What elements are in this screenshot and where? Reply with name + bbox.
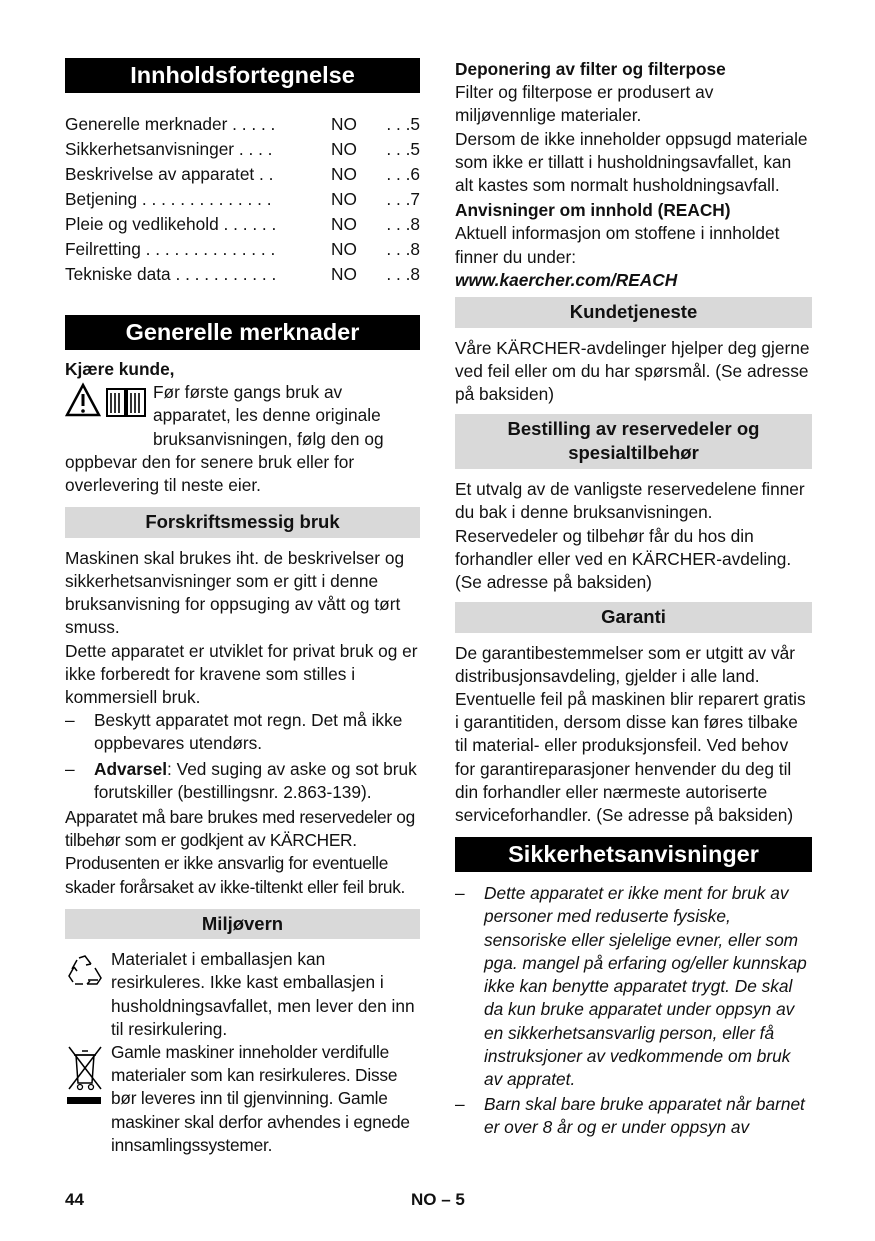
toc-row[interactable] (65, 262, 420, 287)
toc-row[interactable] (65, 137, 420, 162)
toc-lang: NO (331, 214, 357, 234)
toc-page: . . .8 (386, 214, 420, 234)
greeting: Kjære kunde, (65, 359, 175, 379)
toc-page: . . .5 (386, 139, 420, 159)
spares-p2: Reservedeler og tilbehør får du hos din forhandler eller ved en KÄRCHER-avdeling. (Se adresse på baksiden) (455, 525, 792, 592)
toc-row[interactable] (65, 237, 420, 262)
toc-page: . . .7 (386, 189, 420, 209)
spares-p1: Et utvalg av de vanligste reservedelene finner du bak i denne bruksanvisningen. (455, 479, 805, 523)
left-column (65, 58, 420, 1157)
intended-use-p2: Dette apparatet er utviklet for privat bruk og er ikke forberedt for kravene som stilles i kommersiell bruk. (65, 640, 418, 707)
intended-use-dash2: – Advarsel: Ved suging av aske og sot bruk forutskiller (bestillingsnr. 2.863-139). (65, 758, 417, 802)
recycle-icon (65, 952, 105, 998)
toc-page: . . .8 (386, 239, 420, 259)
intended-use-p3: Apparatet må bare brukes med reservedeler og tilbehør som er godkjent av KÄRCHER. Produsenten er ikke ansvarlig for eventuelle skader forårsaket av ikke-tiltenkt eller feil bruk. (65, 806, 415, 897)
toc-row[interactable] (65, 187, 420, 212)
toc-label: Betjening . . . . . . . . . . . . . . (65, 189, 272, 209)
reach-heading: Anvisninger om innhold (REACH) (455, 200, 731, 221)
toc-row[interactable] (65, 162, 420, 187)
safety-item-1: – Dette apparatet er ikke ment for bruk av personer med reduserte fysiske, sensoriske eller sjelelige evner, eller som pga. mangel på erfaring og/eller kunnskap ikke kan benytte apparatet trygt. De skal da kun bruke apparatet under oppsyn av en sikkerhetsansvarlig person, eller få instruksjoner av vedkommende om bruk av appratet. (455, 883, 807, 1089)
toc-lang: NO (331, 189, 357, 209)
toc-row[interactable] (65, 112, 420, 137)
filter-heading: Deponering av filter og filterpose (455, 59, 726, 79)
toc-lang: NO (331, 114, 357, 134)
toc-label: Tekniske data . . . . . . . . . . . (65, 264, 277, 284)
spares-title: Bestilling av reservedeler og spesialtilbehør (455, 414, 812, 469)
reach-p1: Aktuell informasjon om stoffene i innholdet finner du under: (455, 223, 780, 267)
toc-label: Sikkerhetsanvisninger . . . . (65, 139, 273, 159)
toc-lang: NO (331, 264, 357, 284)
page-number: 44 (65, 1190, 84, 1209)
intended-use-dash1: – Beskytt apparatet mot regn. Det må ikke oppbevares utendørs. (65, 710, 403, 754)
toc-lang: NO (331, 164, 357, 184)
toc-page: . . .5 (386, 114, 420, 134)
crossed-bin-icon (65, 1043, 105, 1113)
environment-title: Miljøvern (65, 909, 420, 940)
toc-lang: NO (331, 239, 357, 259)
filter-p1: Filter og filterpose er produsert av miljøvennlige materialer. (455, 82, 714, 126)
warning-paragraph: Før første gangs bruk av apparatet, les denne originale bruksanvisningen, følg den og oppbevar den for senere bruk eller for overlevering til neste eier. (65, 382, 384, 496)
intended-use-title: Forskriftsmessig bruk (65, 507, 420, 538)
warranty-text: De garantibestemmelser som er utgitt av vår distribusjonsavdeling, gjelder i alle land. Eventuelle feil på maskinen blir reparert gratis i garantitiden, dersom disse kan føres tilbake til material- eller produksjonsfeil. Ved behov for garantireparasjoner henvender du deg til din forhandler eller nærmeste autoriserte serviceforhandler. (Se adresse på baksiden) (455, 642, 806, 826)
toc-label: Beskrivelse av apparatet . . (65, 164, 274, 184)
right-column (455, 58, 812, 1140)
general-title: Generelle merknader (65, 315, 420, 350)
toc-page: . . .8 (386, 264, 420, 284)
weee-paragraph: Gamle maskiner inneholder verdifulle materialer som kan resirkuleres. Disse bør leveres inn til gjenvinning. Gamle maskiner skal derfor avhendes i egnede innsamlingssystemer. (65, 1041, 420, 1157)
toc-label: Pleie og vedlikehold . . . . . . (65, 214, 277, 234)
toc-page: . . .6 (386, 164, 420, 184)
toc-lang: NO (331, 139, 357, 159)
toc-row[interactable] (65, 212, 420, 237)
reach-link[interactable]: www.kaercher.com/REACH (455, 269, 678, 290)
toc-title: Innholdsfortegnelse (65, 58, 420, 93)
safety-title: Sikkerhetsanvisninger (455, 837, 812, 872)
warranty-title: Garanti (455, 602, 812, 633)
warning-manual-icon (65, 381, 149, 429)
page-section: NO – 5 (411, 1190, 465, 1209)
intended-use-p1: Maskinen skal brukes iht. de beskrivelser og sikkerhetsanvisninger som er gitt i denne bruksanvisning for oppsuging av vått og tørt smuss. (65, 547, 405, 638)
recycle-paragraph: Materialet i emballasjen kan resirkuleres. Ikke kast emballasjen i husholdningsavfallet, men lever den inn til resirkulering. (65, 948, 420, 1041)
toc-label: Generelle merknader . . . . . (65, 114, 276, 134)
service-text: Våre KÄRCHER-avdelinger hjelper deg gjerne ved feil eller om du har spørsmål. (Se adresse på baksiden) (455, 337, 810, 404)
safety-item-2: – Barn skal bare bruke apparatet når barnet er over 8 år og er under oppsyn av (455, 1094, 805, 1138)
toc-label: Feilretting . . . . . . . . . . . . . . (65, 239, 276, 259)
toc-list (65, 112, 420, 287)
filter-p2: Dersom de ikke inneholder oppsugd materiale som ikke er tillatt i husholdningsavfallet, kan alt kastes som normalt husholdningsavfall. (455, 128, 808, 196)
service-title: Kundetjeneste (455, 297, 812, 328)
